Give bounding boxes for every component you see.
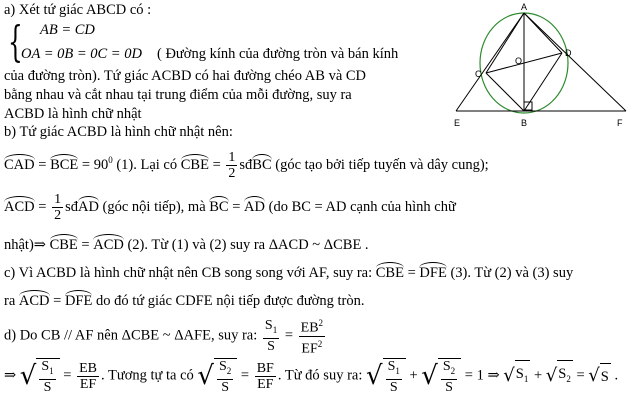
line-ae bbox=[456, 13, 524, 111]
text-eq: = bbox=[572, 367, 589, 384]
text-eq: = bbox=[77, 237, 94, 253]
part-b-title: b) Tứ giác ACBD là hình chữ nhật nên: bbox=[4, 124, 233, 140]
part-c-line-1 bbox=[4, 262, 573, 281]
text-end: . bbox=[610, 367, 619, 384]
angle-cad: CAD bbox=[4, 154, 35, 173]
angle-cbe: CBE bbox=[181, 154, 209, 173]
text-reason-1: (góc tạo bởi tiếp tuyến và dây cung); bbox=[271, 156, 489, 173]
label-o: O bbox=[515, 56, 523, 66]
text-eq-90: = 90 bbox=[78, 156, 109, 173]
angle-acd: ACD bbox=[93, 234, 124, 253]
sqrt-s2-over-s-2: √ $\frac{S_2}{S}$ bbox=[421, 358, 461, 395]
label-c: C bbox=[475, 69, 482, 79]
label-f: F bbox=[617, 118, 623, 128]
fraction-bf-ef: $\frac{BF}{EF}$ bbox=[256, 360, 274, 392]
label-a: A bbox=[521, 2, 528, 12]
text-tu-do: . Từ đó suy ra: bbox=[277, 367, 366, 384]
text-c-end: do đó tứ giác CDFE nội tiếp được đường tròn. bbox=[92, 293, 365, 309]
angle-acd: ACD bbox=[19, 290, 50, 309]
text-eq: = bbox=[34, 198, 51, 215]
text-ra: ra bbox=[4, 293, 19, 309]
part-c-line-2 bbox=[4, 290, 364, 309]
angle-dfe: DFE bbox=[65, 290, 92, 309]
part-b-line-2 bbox=[4, 192, 456, 223]
note-line-4: ACBD là hình chữ nhật bbox=[4, 106, 142, 122]
sqrt-s1-over-s-2: √ $\frac{S_1}{S}$ bbox=[366, 358, 406, 395]
text-reason-3: (do BC = AD cạnh của hình chữ bbox=[265, 198, 456, 215]
arc-bc: BC bbox=[209, 196, 228, 215]
geometry-figure bbox=[448, 0, 636, 135]
text-sd: sđ bbox=[239, 156, 253, 173]
equation-oa-ob: OA = 0B = 0C = 0D bbox=[21, 46, 142, 62]
text-conclusion-b: (2). Từ (1) và (2) suy ra ΔACD ~ ΔCBE . bbox=[123, 237, 369, 253]
fraction-eb-ef: $\frac{EB}{EF}$ bbox=[79, 360, 97, 392]
part-d-line-1: d) Do CB // AF nên ΔCBE ~ ΔAFE, suy ra: $\frac{S_1}{S}$ = $\frac{EB^2}{EF^2}$ bbox=[4, 318, 324, 357]
sqrt-s: √ S bbox=[588, 363, 611, 390]
arc-ad: AD bbox=[244, 196, 265, 215]
line-ad bbox=[524, 13, 562, 53]
note-line-1: ( Đường kính của đường tròn và bán kính bbox=[157, 46, 399, 62]
text-plus: + bbox=[530, 367, 546, 384]
angle-acd: ACD bbox=[4, 196, 35, 215]
figure-lines bbox=[456, 13, 626, 111]
angle-cbe: CBE bbox=[50, 234, 78, 253]
angle-cbe: CBE bbox=[376, 262, 404, 281]
text-implies: ⇒ bbox=[4, 367, 20, 384]
text-eq: = bbox=[49, 293, 65, 309]
arc-bc: BC bbox=[252, 154, 271, 173]
note-line-2: của đường tròn). Tứ giác ACBD có hai đường chéo AB và CD bbox=[4, 68, 367, 84]
fraction-s1-s: $\frac{S_1}{S}$ bbox=[264, 318, 278, 355]
text-implies: nhật)⇒ bbox=[4, 237, 50, 253]
part-d-line-2: ⇒ √ $\frac{S_1}{S}$ = $\frac{EB}{EF}$ . Tương tự ta có √ $\frac{S_2}{S}$ = $\frac{BF}{EF}$ . Từ đó suy ra: √ $\frac{S_1}{S}$ + √ $\frac{S_2}{S}$ = 1 ⇒ √ $S_1$ + √ $S_2$ = √ S . bbox=[4, 359, 619, 395]
label-e: E bbox=[454, 118, 461, 128]
sqrt-s1-over-s: √ $\frac{S_1}{S}$ bbox=[20, 358, 60, 395]
degree: 0 bbox=[108, 155, 113, 165]
fraction-half: $\frac{1}{2}$ bbox=[54, 192, 62, 223]
arc-ad: AD bbox=[78, 196, 99, 215]
text-eq-1: = 1 ⇒ bbox=[461, 367, 504, 384]
text-1: (1). Lại có bbox=[112, 156, 181, 173]
text-tuong-tu: . Tương tự ta có bbox=[100, 367, 198, 384]
line-af bbox=[524, 13, 626, 111]
text-eq: = bbox=[228, 198, 245, 215]
fraction-half: $\frac{1}{2}$ bbox=[228, 150, 236, 181]
text-c-start: c) Vì ACBD là hình chữ nhật nên CB song song với AF, suy ra: bbox=[4, 265, 376, 281]
angle-bce: BCE bbox=[50, 154, 78, 173]
part-b-line-3 bbox=[4, 234, 369, 253]
text-reason-2: (góc nội tiếp), mà bbox=[98, 198, 210, 215]
sqrt-s1: √ $S_1$ bbox=[503, 360, 530, 392]
text-eq: = bbox=[403, 265, 420, 281]
label-b: B bbox=[521, 118, 528, 128]
text-eq: = bbox=[208, 156, 225, 173]
system-brace: { bbox=[8, 17, 23, 66]
label-d: D bbox=[565, 48, 572, 58]
text-c-mid: (3). Từ (2) và (3) suy bbox=[446, 265, 574, 281]
part-b-line-1: CAD = BCE = $90^0$ (1). Lại có CBE = $\frac{1}{2}$ sđBC (góc tạo bởi tiếp tuyến và dây cung); bbox=[4, 150, 489, 181]
part-a-title: a) Xét tứ giác ABCD có : bbox=[4, 2, 152, 18]
equation-ab-cd: AB = CD bbox=[40, 22, 95, 38]
text-d-start: d) Do CB // AF nên ΔCBE ~ ΔAFE, suy ra: bbox=[4, 327, 261, 344]
sqrt-s2: √ $S_2$ bbox=[546, 360, 573, 392]
sqrt-s2-over-s: √ $\frac{S_2}{S}$ bbox=[197, 358, 237, 395]
line-cb bbox=[486, 73, 524, 111]
fraction-eb2-ef2: $\frac{EB^2}{EF^2}$ bbox=[300, 318, 324, 357]
note-line-3: bằng nhau và cắt nhau tại trung điểm của mỗi đường, suy ra bbox=[4, 87, 352, 103]
angle-dfe: DFE bbox=[419, 262, 446, 281]
text-sd: sđ bbox=[65, 198, 78, 215]
text-plus: + bbox=[405, 367, 422, 384]
